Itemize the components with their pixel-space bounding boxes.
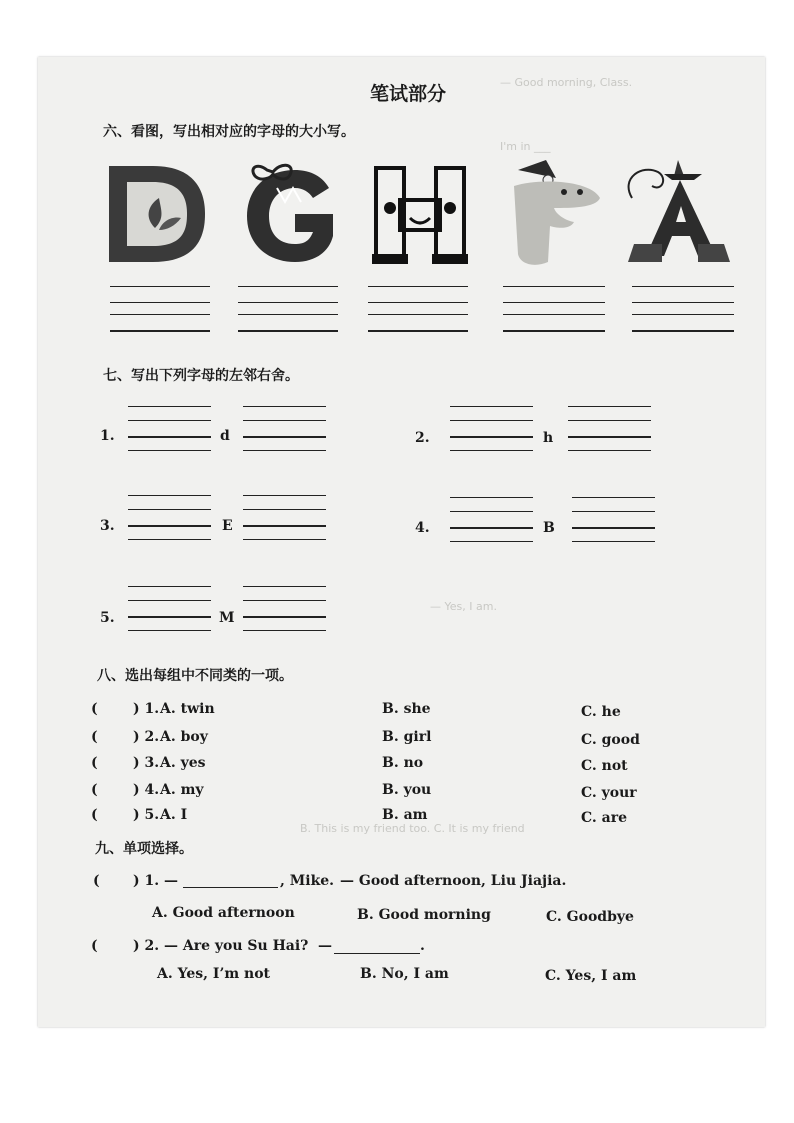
item-5-right-neighbor-line[interactable] xyxy=(243,600,326,601)
item-4-right-neighbor-line[interactable] xyxy=(572,497,655,498)
letter-5-writing-line[interactable] xyxy=(632,330,734,332)
item-3-left-neighbor-line[interactable] xyxy=(128,495,211,496)
item-4-right-neighbor-line[interactable] xyxy=(572,541,655,542)
row-3-option-b[interactable]: B. no xyxy=(382,755,424,771)
row-4-number: ) 4. xyxy=(133,782,160,798)
item-1-number: 1. xyxy=(100,428,115,444)
item-5-left-neighbor-line[interactable] xyxy=(128,600,211,601)
row-4-option-b[interactable]: B. you xyxy=(382,782,432,798)
item-4-right-neighbor-line[interactable] xyxy=(572,511,655,512)
item-3-left-neighbor-line[interactable] xyxy=(128,539,211,540)
item-3-left-neighbor-line[interactable] xyxy=(128,509,211,510)
question-2-option-b[interactable]: B. No, I am xyxy=(360,966,449,982)
letter-3-writing-line[interactable] xyxy=(368,330,468,332)
item-3-right-neighbor-line[interactable] xyxy=(243,539,326,540)
section-6-heading: 六、看图，写出相对应的字母的大小写。 xyxy=(103,124,355,140)
letter-1-writing-line[interactable] xyxy=(110,330,210,332)
question-1-option-b[interactable]: B. Good morning xyxy=(357,907,491,923)
row-4-option-c[interactable]: C. your xyxy=(581,785,637,801)
bleed-through-text: — Yes, I am. xyxy=(430,600,497,613)
question-1-prompt: , Mike. xyxy=(280,873,335,889)
item-4-left-neighbor-line[interactable] xyxy=(450,527,533,529)
item-5-number: 5. xyxy=(100,610,115,626)
question-1-option-a[interactable]: A. Good afternoon xyxy=(152,905,295,921)
row-1-number: ) 1. xyxy=(133,701,160,717)
row-1-option-a[interactable]: A. twin xyxy=(160,701,215,717)
letter-1-writing-line[interactable] xyxy=(110,302,210,303)
letter-F-picture xyxy=(500,158,612,270)
item-2-letter: h xyxy=(543,430,554,446)
question-2-text: ) 2. — Are you Su Hai? xyxy=(133,938,309,954)
item-2-right-neighbor-line[interactable] xyxy=(568,406,651,407)
row-5-paren: ( xyxy=(91,807,98,823)
item-2-left-neighbor-line[interactable] xyxy=(450,420,533,421)
letter-1-writing-line[interactable] xyxy=(110,314,210,315)
item-1-right-neighbor-line[interactable] xyxy=(243,450,326,451)
item-2-left-neighbor-line[interactable] xyxy=(450,406,533,407)
page-title: 笔试部分 xyxy=(370,83,447,105)
section-7-heading: 七、写出下列字母的左邻右舍。 xyxy=(103,368,299,384)
row-2-option-a[interactable]: A. boy xyxy=(160,729,208,745)
row-3-paren: ( xyxy=(91,755,98,771)
question-2-option-a[interactable]: A. Yes, I’m not xyxy=(157,966,271,982)
letter-5-writing-line[interactable] xyxy=(632,314,734,315)
item-4-left-neighbor-line[interactable] xyxy=(450,541,533,542)
item-1-left-neighbor-line[interactable] xyxy=(128,450,211,451)
letter-4-writing-line[interactable] xyxy=(503,314,605,315)
item-5-left-neighbor-line[interactable] xyxy=(128,616,211,618)
item-2-number: 2. xyxy=(415,430,430,446)
question-1-blank[interactable] xyxy=(183,887,278,888)
row-4-paren: ( xyxy=(91,782,98,798)
letter-2-writing-line[interactable] xyxy=(238,314,338,315)
letter-A-picture xyxy=(622,158,734,270)
item-1-right-neighbor-line[interactable] xyxy=(243,436,326,438)
section-9-heading: 九、单项选择。 xyxy=(95,841,193,857)
letter-2-writing-line[interactable] xyxy=(238,330,338,332)
row-2-paren: ( xyxy=(91,729,98,745)
item-2-right-neighbor-line[interactable] xyxy=(568,450,651,451)
bleed-through-text: — Good morning, Class. xyxy=(500,76,633,89)
item-1-left-neighbor-line[interactable] xyxy=(128,436,211,438)
item-2-left-neighbor-line[interactable] xyxy=(450,450,533,451)
item-3-right-neighbor-line[interactable] xyxy=(243,525,326,527)
question-1-number: ) 1. — xyxy=(133,873,178,889)
item-4-right-neighbor-line[interactable] xyxy=(572,527,655,529)
row-3-option-c[interactable]: C. not xyxy=(581,758,628,774)
bleed-through-text: I'm in ___ xyxy=(500,140,551,153)
row-5-option-a[interactable]: A. I xyxy=(160,807,188,823)
section-8-heading: 八、选出每组中不同类的一项。 xyxy=(97,668,293,684)
letter-5-writing-line[interactable] xyxy=(632,302,734,303)
item-5-right-neighbor-line[interactable] xyxy=(243,586,326,587)
row-5-number: ) 5. xyxy=(133,807,160,823)
item-2-left-neighbor-line[interactable] xyxy=(450,436,533,438)
row-3-number: ) 3. xyxy=(133,755,160,771)
question-2-paren: ( xyxy=(91,938,98,954)
item-5-left-neighbor-line[interactable] xyxy=(128,586,211,587)
letter-G-picture xyxy=(237,158,349,270)
item-3-left-neighbor-line[interactable] xyxy=(128,525,211,527)
row-5-option-b[interactable]: B. am xyxy=(382,807,428,823)
item-1-right-neighbor-line[interactable] xyxy=(243,406,326,407)
item-3-letter: E xyxy=(222,518,233,534)
item-4-left-neighbor-line[interactable] xyxy=(450,497,533,498)
item-1-letter: d xyxy=(220,428,230,444)
question-1-paren: ( xyxy=(93,873,100,889)
letter-3-writing-line[interactable] xyxy=(368,302,468,303)
row-4-option-a[interactable]: A. my xyxy=(160,782,204,798)
letter-1-writing-line[interactable] xyxy=(110,286,210,287)
row-2-option-c[interactable]: C. good xyxy=(581,732,640,748)
letter-2-writing-line[interactable] xyxy=(238,302,338,303)
item-4-number: 4. xyxy=(415,520,430,536)
item-3-right-neighbor-line[interactable] xyxy=(243,495,326,496)
letter-4-writing-line[interactable] xyxy=(503,330,605,332)
question-2-reply: — xyxy=(318,938,332,954)
item-5-right-neighbor-line[interactable] xyxy=(243,616,326,618)
row-2-option-b[interactable]: B. girl xyxy=(382,729,432,745)
row-3-option-a[interactable]: A. yes xyxy=(160,755,206,771)
item-1-right-neighbor-line[interactable] xyxy=(243,420,326,421)
letter-3-writing-line[interactable] xyxy=(368,314,468,315)
item-3-number: 3. xyxy=(100,518,115,534)
question-1-option-c[interactable]: C. Goodbye xyxy=(546,909,634,925)
question-2-option-c[interactable]: C. Yes, I am xyxy=(545,968,637,984)
item-5-right-neighbor-line[interactable] xyxy=(243,630,326,631)
item-2-right-neighbor-line[interactable] xyxy=(568,420,651,421)
item-4-letter: B xyxy=(543,520,555,536)
letter-3-writing-line[interactable] xyxy=(368,286,468,287)
question-1-reply: — Good afternoon, Liu Jiajia. xyxy=(340,873,567,889)
bleed-through-text: B. This is my friend too. C. It is my friend xyxy=(300,822,525,835)
letter-4-writing-line[interactable] xyxy=(503,286,605,287)
question-2-blank[interactable] xyxy=(334,953,420,954)
row-2-number: ) 2. xyxy=(133,729,160,745)
letter-4-writing-line[interactable] xyxy=(503,302,605,303)
row-1-option-b[interactable]: B. she xyxy=(382,701,431,717)
letter-2-writing-line[interactable] xyxy=(238,286,338,287)
item-5-letter: M xyxy=(219,610,235,626)
letter-H-picture xyxy=(370,158,482,270)
row-1-option-c[interactable]: C. he xyxy=(581,704,621,720)
item-2-right-neighbor-line[interactable] xyxy=(568,436,651,438)
row-5-option-c[interactable]: C. are xyxy=(581,810,627,826)
letter-D-picture xyxy=(103,158,215,270)
item-1-left-neighbor-line[interactable] xyxy=(128,420,211,421)
letter-5-writing-line[interactable] xyxy=(632,286,734,287)
question-2-end: . xyxy=(420,938,425,954)
item-3-right-neighbor-line[interactable] xyxy=(243,509,326,510)
item-5-left-neighbor-line[interactable] xyxy=(128,630,211,631)
item-1-left-neighbor-line[interactable] xyxy=(128,406,211,407)
item-4-left-neighbor-line[interactable] xyxy=(450,511,533,512)
row-1-paren: ( xyxy=(91,701,98,717)
